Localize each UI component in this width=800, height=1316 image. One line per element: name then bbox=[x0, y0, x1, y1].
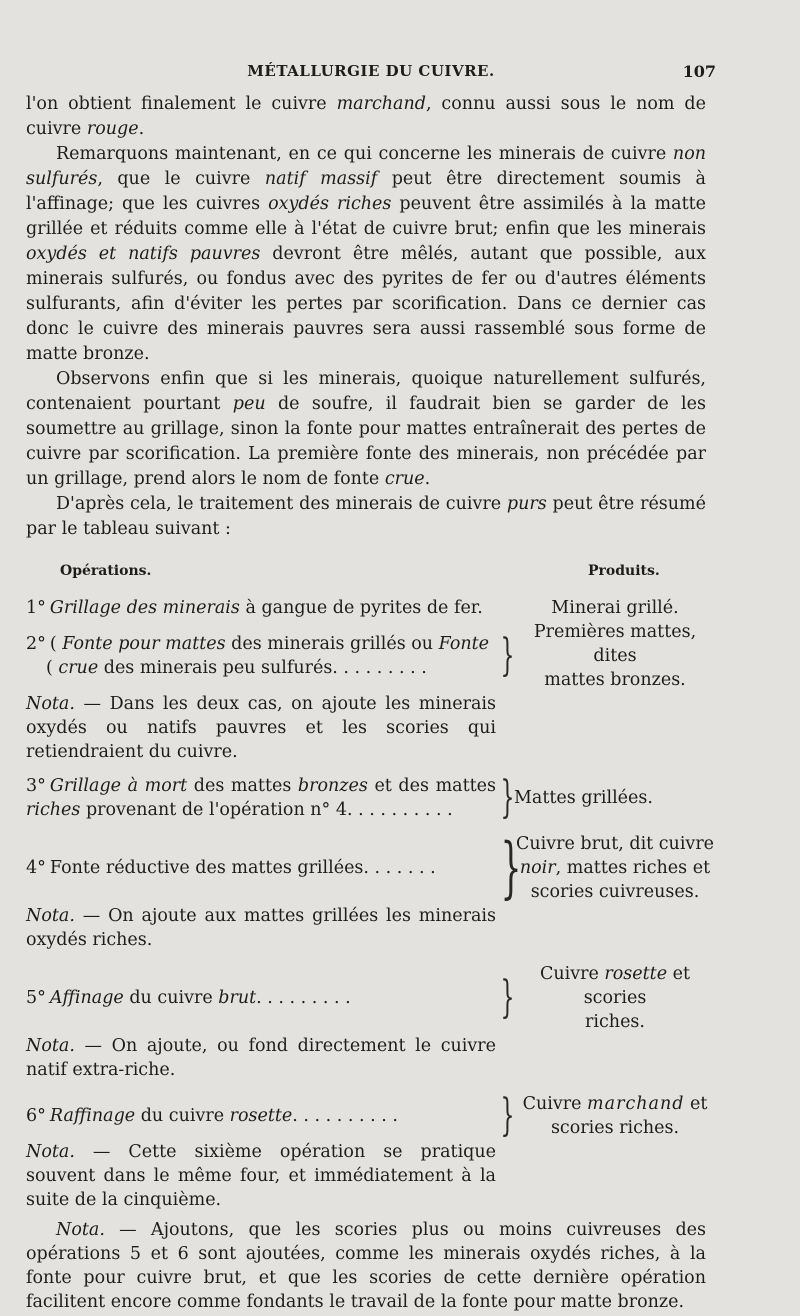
table-row bbox=[26, 904, 716, 952]
paragraph: D'après cela, le traitement des minerais de cuivre purs peut être résumé par le tableau suivant : bbox=[26, 494, 706, 539]
products-header: Produits. bbox=[588, 563, 660, 579]
running-title: MÉTALLURGIE DU CUIVRE. bbox=[247, 62, 495, 80]
table-row bbox=[26, 1034, 716, 1082]
product-cell: Mattes grillées. bbox=[514, 788, 653, 808]
table-row bbox=[26, 774, 716, 822]
brace-glyph: } bbox=[500, 1090, 515, 1141]
table-row bbox=[26, 1092, 716, 1140]
nota-note: Nota. — On ajoute, ou fond directement le cuivre natif extra-riche. bbox=[26, 1036, 496, 1080]
nota-note: Nota. — On ajoute aux mattes grillées les minerais oxydés riches. bbox=[26, 906, 496, 950]
table-row bbox=[26, 620, 716, 692]
page-number: 107 bbox=[682, 62, 716, 81]
table-row bbox=[26, 692, 716, 764]
table-row bbox=[26, 829, 716, 906]
body-text bbox=[26, 92, 706, 542]
operation-cell: 1° Grillage des minerais à gangue de pyrites de fer. bbox=[26, 598, 483, 618]
product-cell: Premières mattes, dites mattes bronzes. bbox=[533, 622, 697, 690]
table-row bbox=[26, 596, 716, 620]
running-header bbox=[26, 62, 716, 86]
nota-note: Nota. — Dans les deux cas, on ajoute les minerais oxydés ou natifs pauvres et les scories qui retiendraient du cuivre. bbox=[26, 694, 496, 762]
product-cell: Cuivre brut, dit cuivre noir, mattes riches et scories cuivreuses. bbox=[515, 834, 715, 902]
product-cell: Minerai grillé. bbox=[551, 598, 679, 618]
brace-glyph: } bbox=[500, 772, 515, 823]
table-row bbox=[26, 962, 716, 1034]
operations-header: Opérations. bbox=[60, 563, 152, 579]
product-cell: Cuivre rosette et scories riches. bbox=[539, 964, 691, 1032]
operations-table bbox=[26, 596, 716, 1314]
brace-glyph: } bbox=[500, 630, 515, 681]
brace-glyph: } bbox=[500, 829, 522, 906]
paragraph: Remarquons maintenant, en ce qui concerne les minerais de cuivre non sulfurés, que le cuivre natif massif peut être directement soumis à l'affinage; que les cuivres oxydés riches peuvent être assimilés à la matte grillée et réduits comme elle à l'état de cuivre brut; enfin que les minerais oxydés et natifs pauvres devront être mêlés, autant que possible, aux minerais sulfurés, ou fondus avec des pyrites de fer ou d'autres éléments sulfurants, afin d'éviter les pertes par scorification. Dans ce dernier cas donc le cuivre des minerais pauvres sera aussi rassemblé sous forme de matte bronze. bbox=[26, 144, 707, 364]
operation-cell: 4° Fonte réductive des mattes grillées. . . . . . . bbox=[26, 858, 436, 878]
closing-note: Nota. — Ajoutons, que les scories plus ou moins cuivreuses des opérations 5 et 6 sont ajoutées, comme les minerais oxydés riches, à la fonte pour cuivre brut, et que les scories de cette dernière opération facilitent encore comme fondants le travail de la fonte pour matte bronze. bbox=[26, 1220, 706, 1312]
paragraph: l'on obtient finalement le cuivre marchand, connu aussi sous le nom de cuivre rouge. bbox=[26, 94, 706, 139]
paragraph: Observons enfin que si les minerais, quoique naturellement sulfurés, contenaient pourtant peu de soufre, il faudrait bien se garder de les soumettre au grillage, sinon la fonte pour mattes entraînerait des pertes de cuivre par scorification. La première fonte des minerais, non précédée par un grillage, prend alors le nom de fonte crue. bbox=[26, 369, 706, 489]
nota-note: Nota. — Cette sixième opération se pratique souvent dans le même four, et immédiatement à la suite de la cinquième. bbox=[26, 1142, 496, 1210]
product-cell: Cuivre marchand et scories riches. bbox=[522, 1094, 708, 1138]
table-row bbox=[26, 1140, 716, 1212]
operation-cell: 6° Raffinage du cuivre rosette. . . . . . . . . . bbox=[26, 1106, 398, 1126]
brace-glyph: } bbox=[500, 972, 515, 1023]
closing-note-row bbox=[26, 1218, 716, 1314]
operation-cell: 2° ( Fonte pour mattes des minerais grillés ou Fonte ( crue des minerais peu sulfurés. . . . . . . . . bbox=[26, 634, 490, 678]
operation-cell: 3° Grillage à mort des mattes bronzes et des mattes riches provenant de l'opération n° 4. . . . . . . . . . bbox=[26, 776, 496, 820]
operation-cell: 5° Affinage du cuivre brut. . . . . . . . . bbox=[26, 988, 351, 1008]
